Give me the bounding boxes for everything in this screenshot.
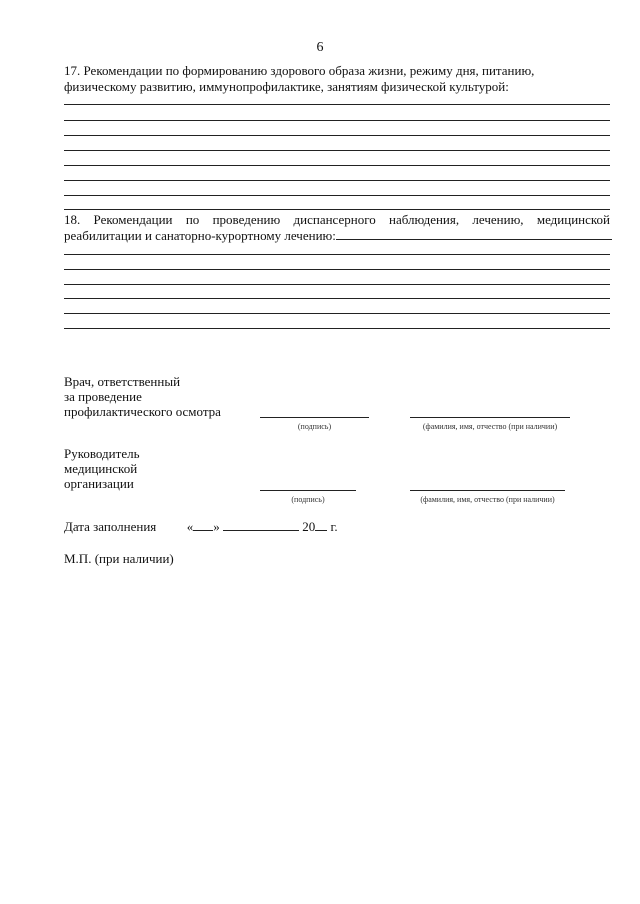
section-18-line[interactable] (64, 269, 610, 270)
section-18-inline-line[interactable] (336, 239, 612, 240)
section-18-heading-line1: 18. Рекомендации по проведению диспансерного наблюдения, лечению, медицинской (64, 212, 610, 227)
section-18-line[interactable] (64, 298, 610, 299)
head-name-caption: (фамилия, имя, отчество (при наличии) (420, 495, 555, 504)
head-title-line2: медицинской (64, 461, 138, 476)
doctor-name-caption: (фамилия, имя, отчество (при наличии) (422, 422, 558, 431)
head-signature-caption: (подпись) (291, 495, 325, 504)
section-18 (64, 212, 610, 244)
doctor-signature-line[interactable] (260, 417, 369, 418)
section-17-line[interactable] (64, 135, 610, 136)
date-year-prefix: 20 (302, 519, 316, 534)
section-17-line[interactable] (64, 165, 610, 166)
doctor-name-line[interactable] (410, 417, 570, 418)
doctor-title-line3: профилактического осмотра (64, 404, 221, 419)
section-17-line[interactable] (64, 195, 610, 196)
head-name-line[interactable] (410, 490, 565, 491)
stamp-label: М.П. (при наличии) (64, 551, 174, 566)
doctor-title-line1: Врач, ответственный (64, 374, 181, 389)
section-17-line[interactable] (64, 104, 610, 105)
section-17 (64, 63, 610, 95)
section-17-heading: 17. Рекомендации по формированию здорового образа жизни, режиму дня, питанию, физическому развитию, иммунопрофилактике, занятиям физической культурой: (64, 63, 535, 94)
section-18-line[interactable] (64, 328, 610, 329)
section-17-line[interactable] (64, 120, 610, 121)
section-18-line[interactable] (64, 313, 610, 314)
section-18-heading-line2 (64, 228, 610, 244)
head-title-line3: организации (64, 476, 134, 491)
date-open-quote: « (186, 519, 194, 534)
fill-date-row (64, 518, 338, 535)
head-signature-line[interactable] (260, 490, 356, 491)
head-title-line1: Руководитель (64, 446, 140, 461)
date-close-quote: » (213, 519, 220, 534)
section-18-heading-label: реабилитации и санаторно-курортному лечению: (64, 228, 336, 243)
date-day-field[interactable] (193, 518, 213, 531)
doctor-title-line2: за проведение (64, 389, 142, 404)
section-17-line[interactable] (64, 180, 610, 181)
date-year-field[interactable] (315, 518, 327, 531)
head-title (64, 446, 140, 491)
doctor-signature-caption: (подпись) (297, 422, 332, 431)
section-18-line[interactable] (64, 284, 610, 285)
page-number: 6 (316, 40, 324, 55)
date-year-suffix: г. (330, 519, 338, 534)
section-17-line[interactable] (64, 150, 610, 151)
fill-date-label: Дата заполнения (64, 519, 157, 534)
section-18-line[interactable] (64, 254, 610, 255)
doctor-title (64, 374, 221, 419)
section-17-line[interactable] (64, 209, 610, 210)
date-month-field[interactable] (223, 518, 299, 531)
